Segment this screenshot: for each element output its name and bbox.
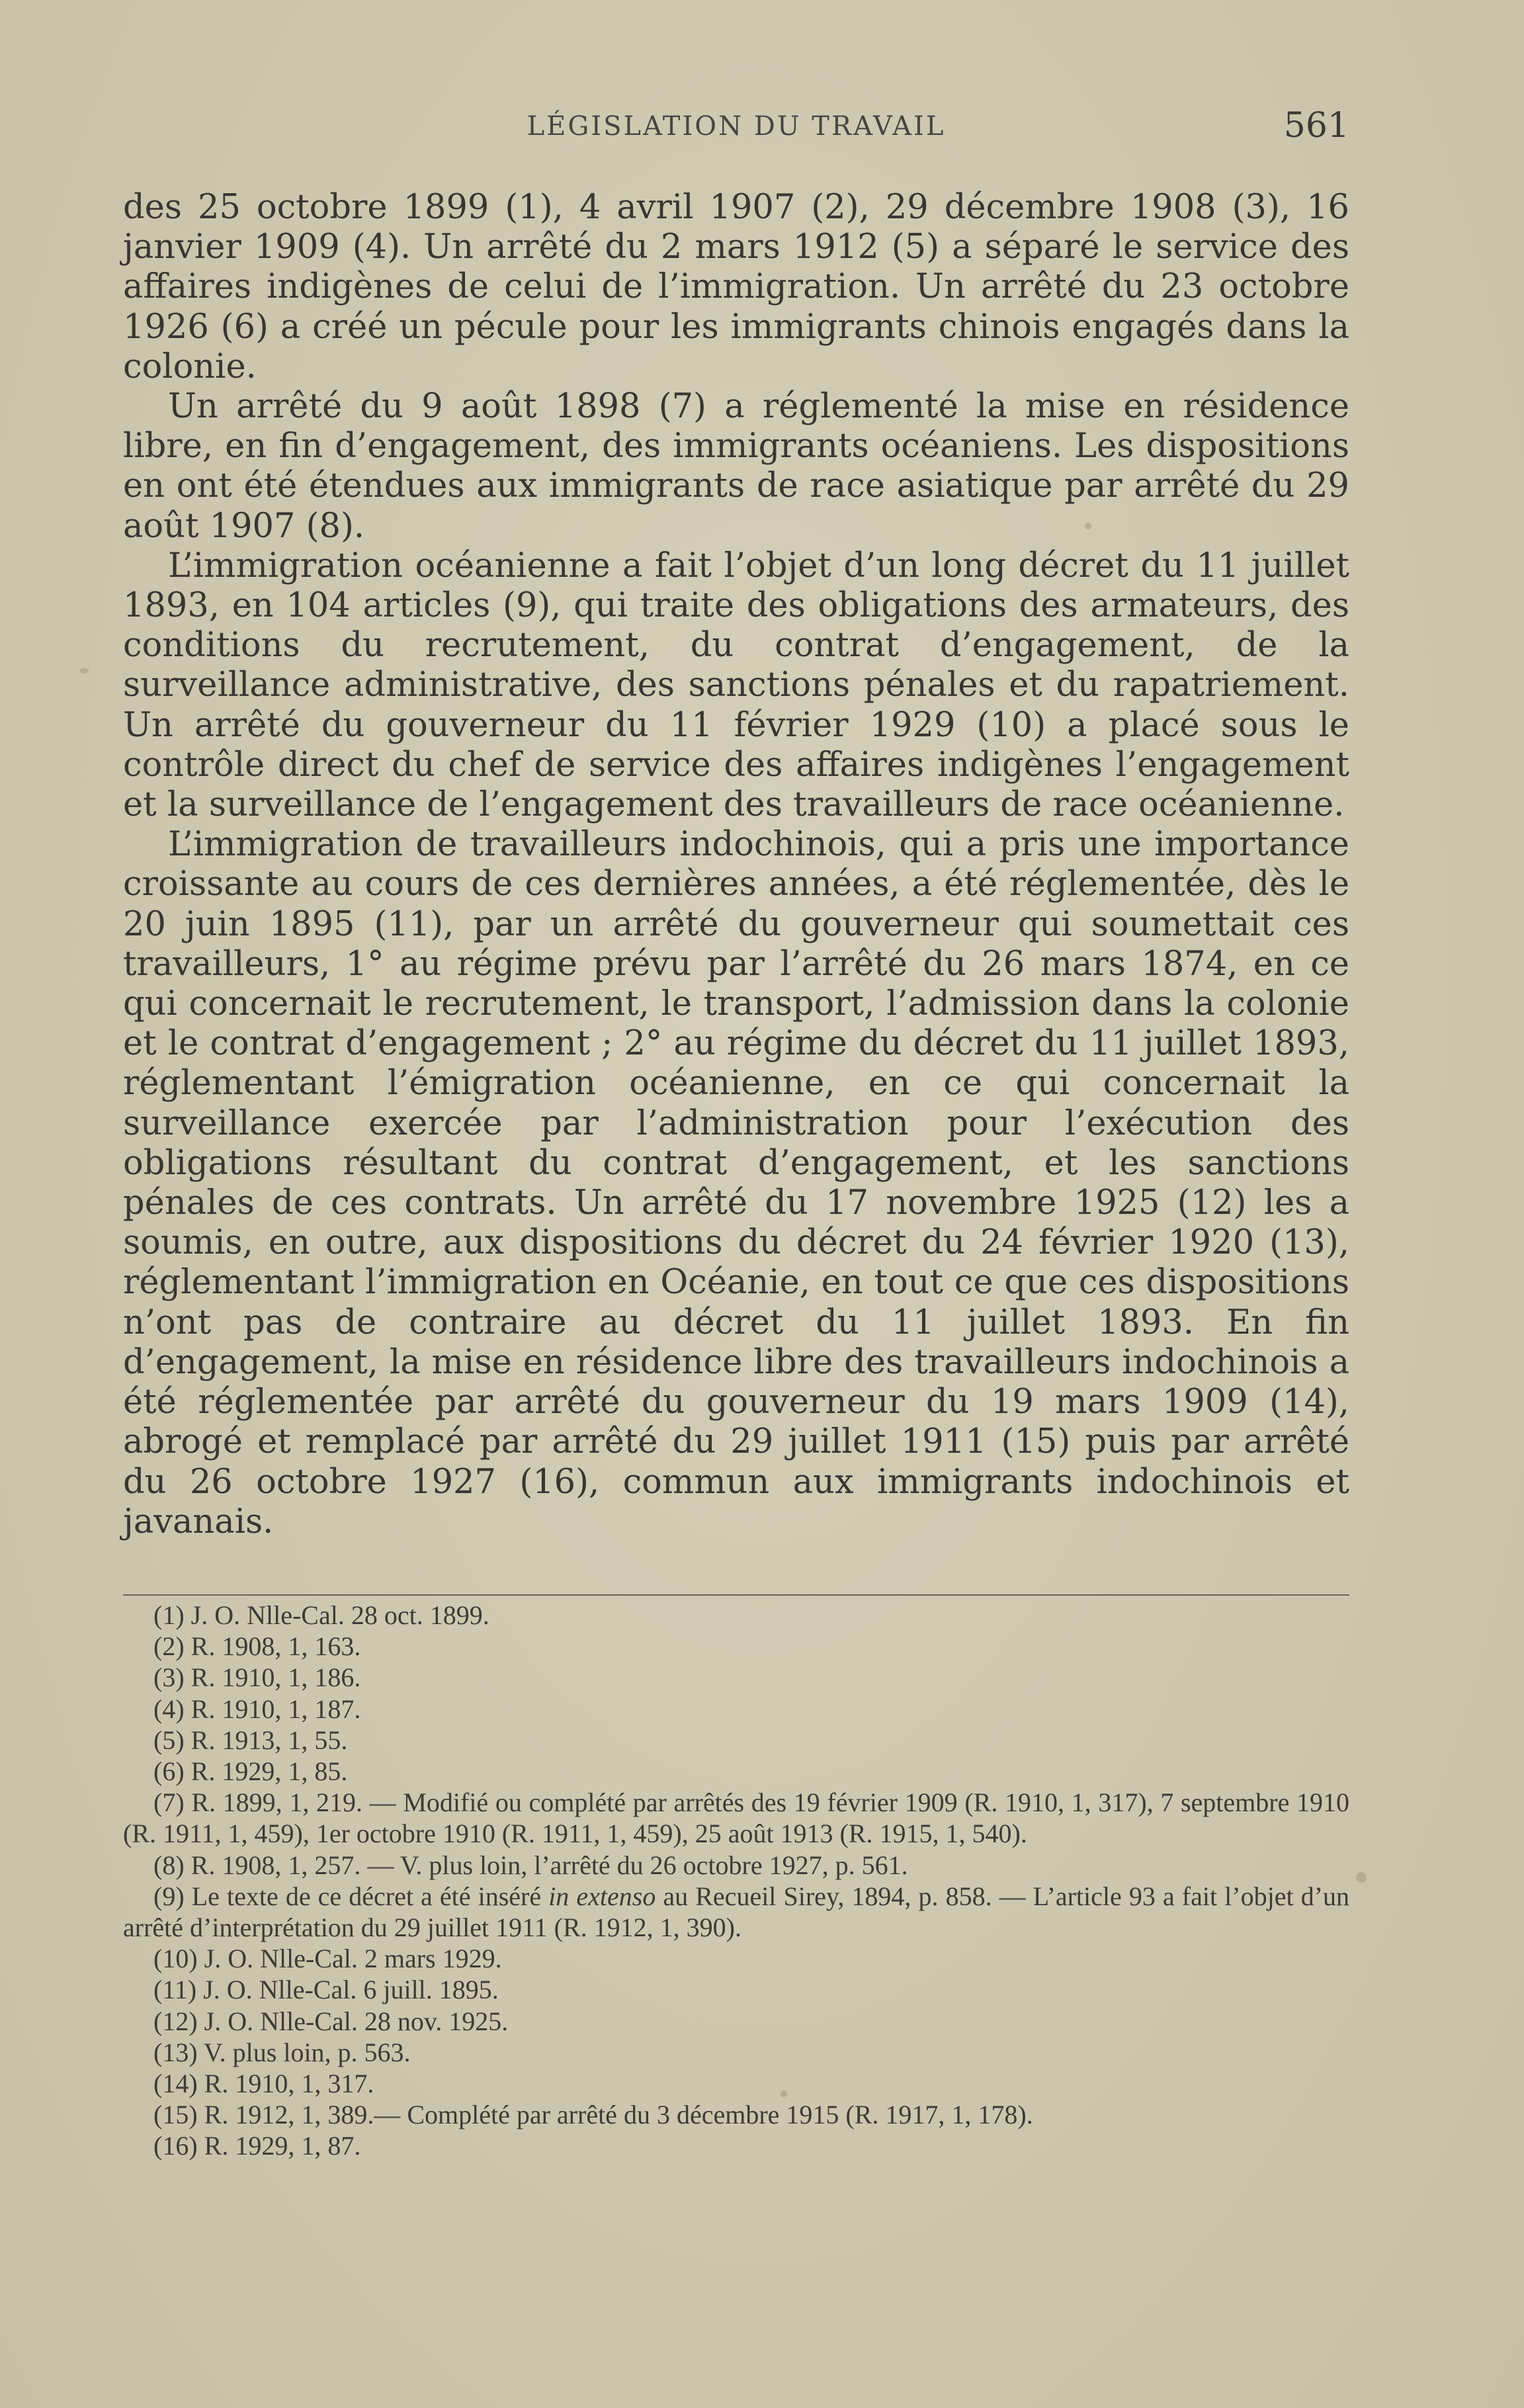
running-title: LÉGISLATION DU TRAVAIL	[527, 111, 946, 142]
footnote: (2) R. 1908, 1, 163.	[153, 1631, 361, 1662]
paragraph: L’immigration de travailleurs indochinois, qui a pris une importance croissante au cours de ces dernières années, a été réglementée, dès le 20 juin 1895 (11), par un arrêté du gouverneur qui soumettait ces travailleurs, 1° au régime prévu par l’arrêté du 26 mars 1874, en ce qui concernait le recrutement, le transport, l’admission dans la colonie et le contrat d’engagement ; 2° au régime du décret du 11 juillet 1893, réglementant l’émigration océanienne, en ce qui concernait la surveillance exercée par l’administration pour l’exécution des obligations résultant du contrat d’engagement, et les sanctions pénales de ces contrats. Un arrêté du 17 novembre 1925 (12) les a soumis, en outre, aux dispositions du décret du 24 février 1920 (13), réglementant l’immigration en Océanie, en tout ce que ces dispositions n’ont pas de contraire au décret du 11 juillet 1893. En fin d’engagement, la mise en résidence libre des travailleurs indochinois a été réglementée par arrêté du gouverneur du 19 mars 1909 (14), abrogé et remplacé par arrêté du 29 juillet 1911 (15) puis par arrêté du 26 octobre 1927 (16), commun aux immigrants indochinois et javanais.	[123, 825, 1349, 1541]
footnote: (5) R. 1913, 1, 55.	[153, 1725, 348, 1755]
paragraph: Un arrêté du 9 août 1898 (7) a réglementé la mise en résidence libre, en fin d’engagement, des immigrants océaniens. Les dispositions en ont été étendues aux immigrants de race asiatique par arrêté du 29 août 1907 (8).	[123, 387, 1349, 546]
footnote: (3) R. 1910, 1, 186.	[153, 1662, 361, 1693]
paragraph: L’immigration océanienne a fait l’objet d’un long décret du 11 juillet 1893, en 104 articles (9), qui traite des obligations des armateurs, des conditions du recrutement, du contrat d’engagement, de la surveillance administrative, des sanctions pénales et du rapatriement. Un arrêté du gouverneur du 11 février 1929 (10) a placé sous le contrôle direct du chef de service des affaires indigènes l’engagement et la surveillance de l’engagement des travailleurs de race océanienne.	[123, 546, 1349, 825]
paper-speck	[79, 668, 89, 673]
footnote: (9) Le texte de ce décret a été inséré in extenso au Recueil Sirey, 1894, p. 858. — L’article 93 a fait l’objet d’un arrêté d’interprétation du 29 juillet 1911 (R. 1912, 1, 390).	[123, 1881, 1349, 1943]
footnote: (1) J. O. Nlle-Cal. 28 oct. 1899.	[153, 1600, 489, 1630]
page-number: 561	[1283, 106, 1349, 146]
footnote: (4) R. 1910, 1, 187.	[153, 1694, 361, 1724]
page-header	[123, 106, 1349, 157]
footnotes	[123, 1600, 1349, 2162]
body-text	[123, 188, 1349, 1542]
paper-speck	[1356, 1872, 1367, 1883]
footnote: (6) R. 1929, 1, 85.	[153, 1756, 348, 1787]
footnote: (13) V. plus loin, p. 563.	[153, 2037, 411, 2067]
paragraph: des 25 octobre 1899 (1), 4 avril 1907 (2), 29 décembre 1908 (3), 16 janvier 1909 (4). Un arrêté du 2 mars 1912 (5) a séparé le service des affaires indigènes de celui de l’immigration. Un arrêté du 23 octobre 1926 (6) a créé un pécule pour les immigrants chinois engagés dans la colonie.	[123, 188, 1349, 386]
footnote: (11) J. O. Nlle-Cal. 6 juill. 1895.	[153, 1975, 499, 2005]
footnote: (12) J. O. Nlle-Cal. 28 nov. 1925.	[153, 2006, 509, 2036]
footnote: (8) R. 1908, 1, 257. — V. plus loin, l’arrêté du 26 octobre 1927, p. 561.	[153, 1850, 908, 1880]
footnote: (15) R. 1912, 1, 389.— Complété par arrêté du 3 décembre 1915 (R. 1917, 1, 178).	[153, 2100, 1033, 2130]
footnote-divider	[123, 1594, 1349, 1596]
footnote: (10) J. O. Nlle-Cal. 2 mars 1929.	[153, 1944, 502, 1974]
footnote: (16) R. 1929, 1, 87.	[153, 2131, 361, 2161]
footnote: (14) R. 1910, 1, 317.	[153, 2069, 374, 2099]
footnote: (7) R. 1899, 1, 219. — Modifié ou complété par arrêtés des 19 février 1909 (R. 1910, 1, 317), 7 septembre 1910 (R. 1911, 1, 459), 1er octobre 1910 (R. 1911, 1, 459), 25 août 1913 (R. 1915, 1, 540).	[123, 1787, 1350, 1849]
